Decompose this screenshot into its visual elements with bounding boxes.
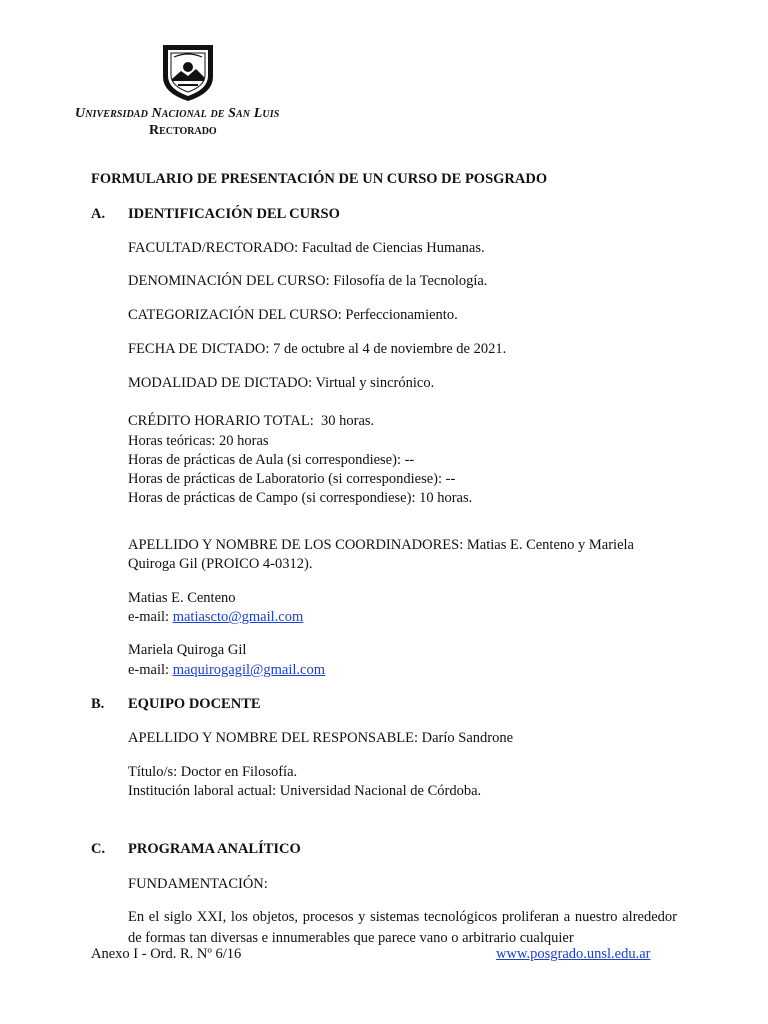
coordinadores-line1 — [128, 537, 677, 554]
university-name: Universidad Nacional de San Luis — [75, 106, 280, 121]
categorizacion-value: Perfeccionamiento. — [345, 307, 458, 323]
denominacion-value: Filosofía de la Tecnología. — [333, 273, 488, 289]
facultad-value: Facultad de Ciencias Humanas. — [301, 240, 485, 256]
section-a-title: IDENTIFICACIÓN DEL CURSO — [128, 206, 340, 222]
email-label: e-mail: — [128, 609, 170, 625]
facultad-field — [128, 240, 485, 257]
denominacion-field — [128, 273, 487, 290]
credito-label: CRÉDITO HORARIO TOTAL: — [128, 413, 314, 429]
modalidad-label: MODALIDAD DE DICTADO: — [128, 375, 313, 391]
fecha-field — [128, 341, 506, 358]
fecha-value: 7 de octubre al 4 de noviembre de 2021. — [273, 341, 507, 357]
responsable-field — [128, 730, 513, 747]
section-c-title: PROGRAMA ANALÍTICO — [128, 841, 301, 857]
modalidad-field — [128, 375, 434, 392]
titulo: Título/s: Doctor en Filosofía. — [128, 764, 298, 780]
horas-aula: Horas de prácticas de Aula (si correspondiese): -- — [128, 452, 415, 468]
fecha-label: FECHA DE DICTADO: — [128, 341, 270, 357]
coord2-email-link[interactable]: maquirogagil@gmail.com — [172, 662, 325, 678]
university-seal-icon — [159, 41, 217, 103]
office-name: Rectorado — [149, 123, 217, 138]
footer-website-link[interactable]: www.posgrado.unsl.edu.ar — [496, 946, 651, 962]
horas-teoricas: Horas teóricas: 20 horas — [128, 433, 269, 449]
coord2-name: Mariela Quiroga Gil — [128, 642, 247, 658]
horas-campo: Horas de prácticas de Campo (si correspondiese): 10 horas. — [128, 490, 473, 506]
section-b-letter: B. — [91, 696, 105, 712]
fundamentacion-heading: FUNDAMENTACIÓN: — [128, 876, 268, 892]
section-b-title: EQUIPO DOCENTE — [128, 696, 261, 712]
form-title: FORMULARIO DE PRESENTACIÓN DE UN CURSO DE POSGRADO — [91, 171, 548, 187]
footer-annex: Anexo I - Ord. R. Nº 6/16 — [91, 946, 242, 962]
categorizacion-field — [128, 307, 458, 324]
institucion: Institución laboral actual: Universidad Nacional de Córdoba. — [128, 783, 482, 799]
coord1-email-row — [128, 609, 303, 626]
coord2-email-row — [128, 662, 325, 679]
horas-laboratorio: Horas de prácticas de Laboratorio (si correspondiese): -- — [128, 471, 456, 487]
section-c-letter: C. — [91, 841, 106, 857]
coordinadores-label: APELLIDO Y NOMBRE DE LOS COORDINADORES: — [128, 537, 464, 553]
email-label: e-mail: — [128, 662, 170, 678]
credito-value: 30 horas. — [320, 413, 375, 429]
facultad-label: FACULTAD/RECTORADO: — [128, 240, 299, 256]
responsable-value: Darío Sandrone — [421, 730, 514, 746]
fundamentacion-paragraph: En el siglo XXI, los objetos, procesos y sistemas tecnológicos proliferan a nuestro alrededor de formas tan diversas e innumerables que parece vano o arbitrario cualquier — [128, 909, 677, 946]
denominacion-label: DENOMINACIÓN DEL CURSO: — [128, 273, 330, 289]
coordinadores-value-1: Matias E. Centeno y Mariela — [466, 537, 634, 553]
categorizacion-label: CATEGORIZACIÓN DEL CURSO: — [128, 307, 342, 323]
responsable-label: APELLIDO Y NOMBRE DEL RESPONSABLE: — [128, 730, 419, 746]
coord1-name: Matias E. Centeno — [128, 590, 236, 606]
section-a-letter: A. — [91, 206, 106, 222]
modalidad-value: Virtual y sincrónico. — [315, 375, 435, 391]
coord1-email-link[interactable]: matiascto@gmail.com — [172, 609, 304, 625]
coordinadores-value-2: Quiroga Gil (PROICO 4-0312). — [128, 556, 313, 572]
credito-field — [128, 413, 374, 430]
